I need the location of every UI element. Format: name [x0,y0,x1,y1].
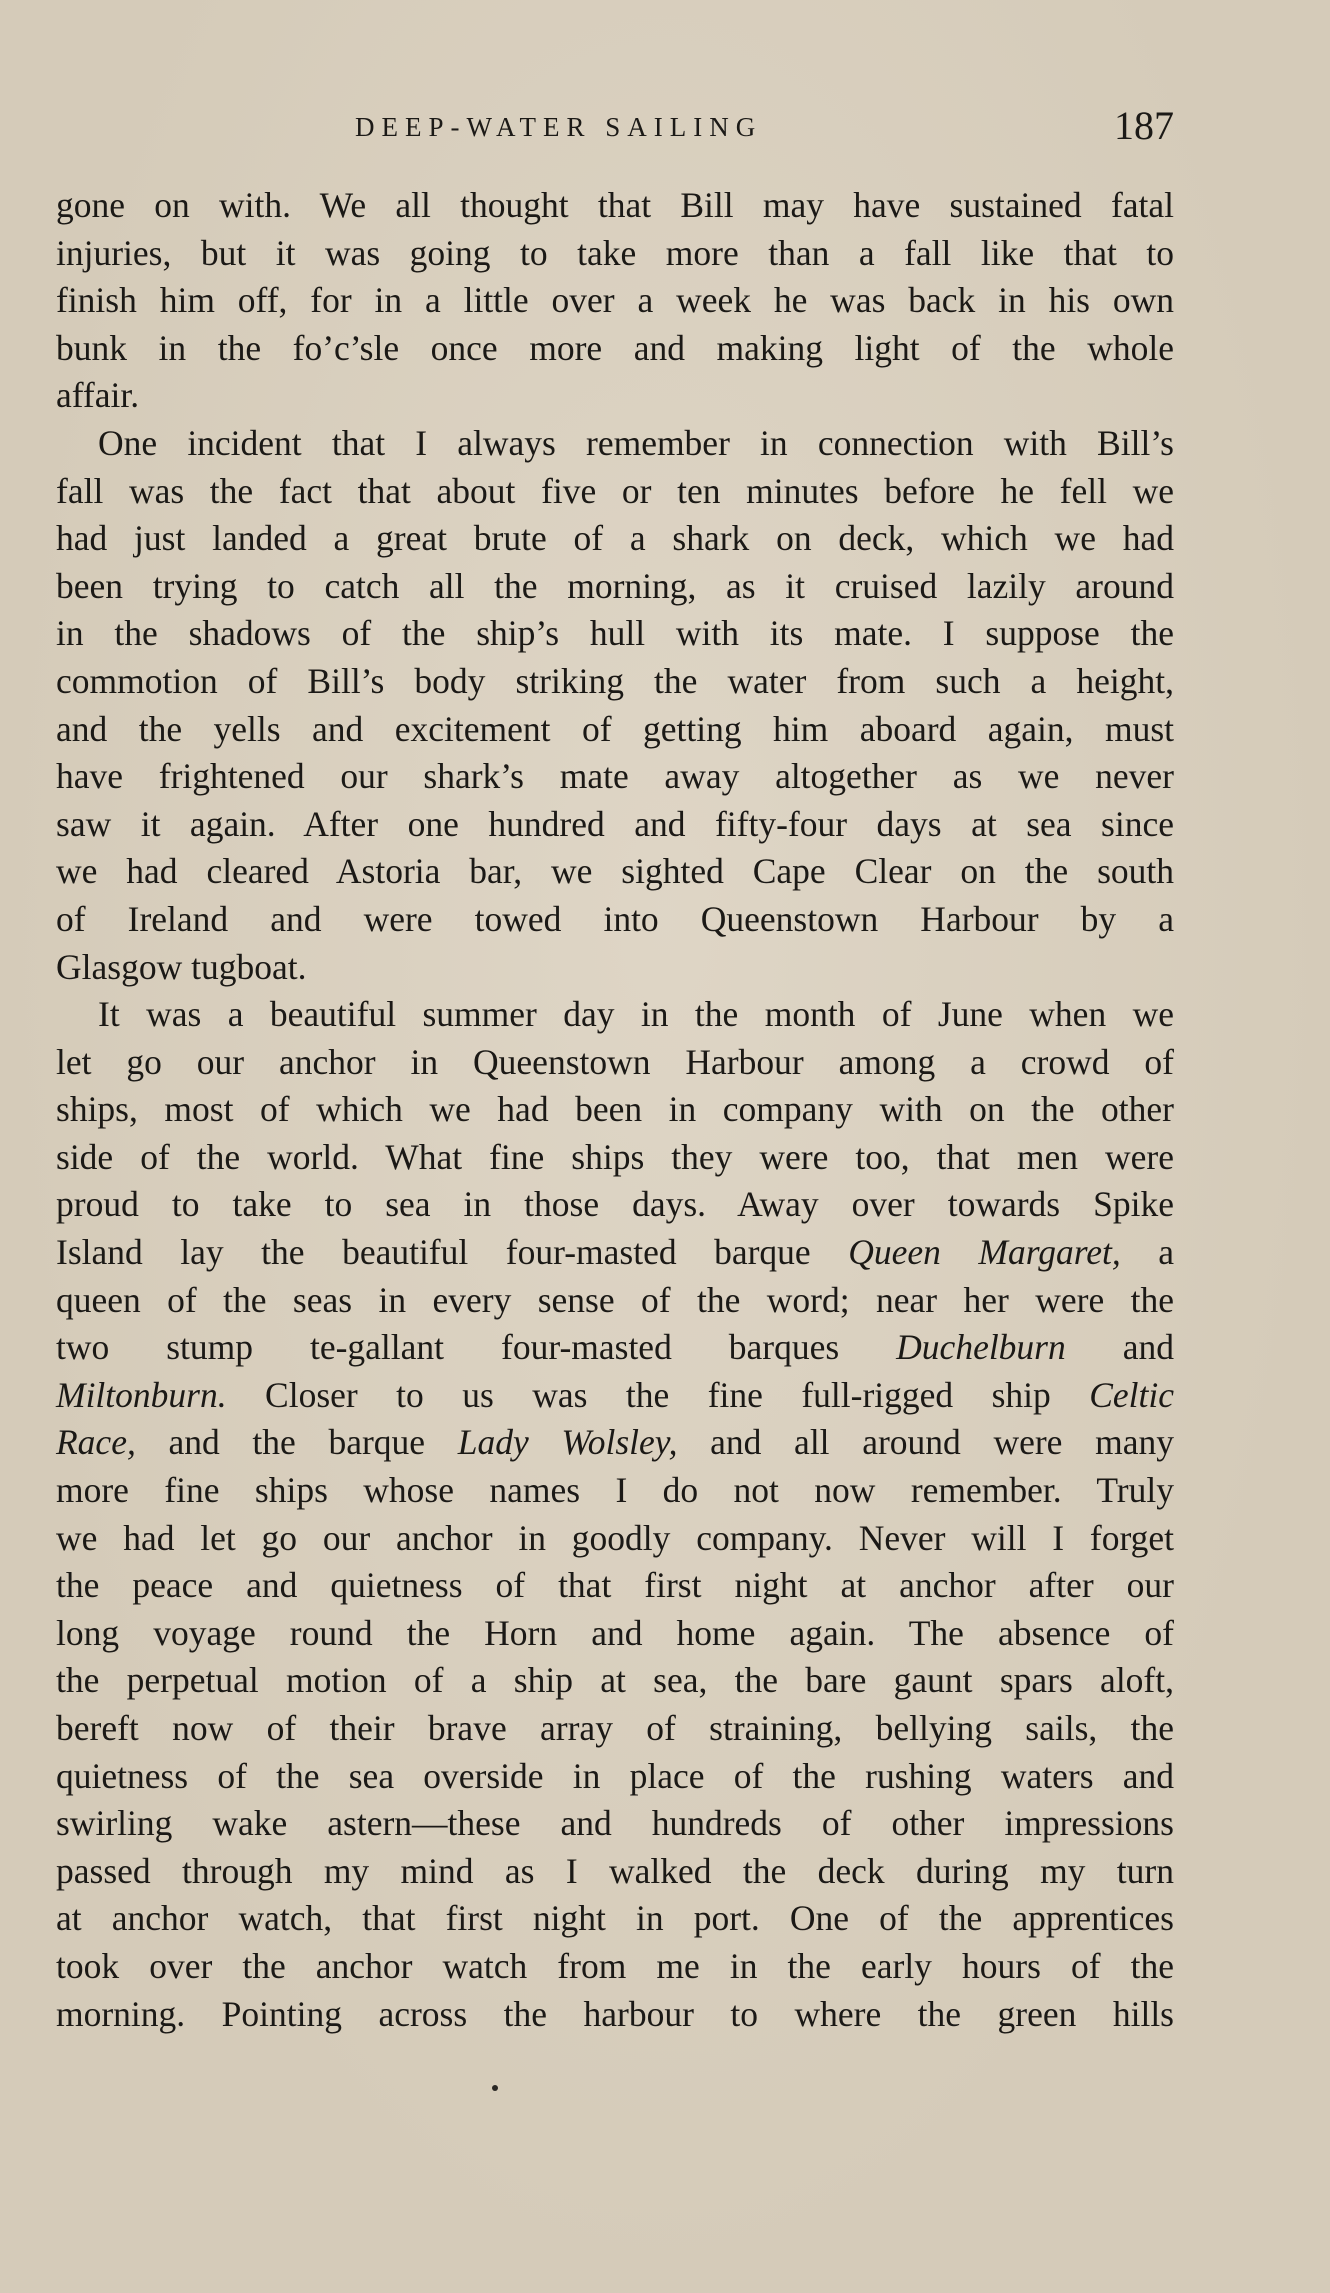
text-line: injuries, but it was going to take more than a fall like that to [56,232,1174,273]
paragraph-start-line: It was a beautiful summer day in the month of June when we [98,994,1174,1035]
text-line: long voyage round the Horn and home again. The absence of [56,1612,1174,1653]
page-number: 187 [1114,103,1174,148]
text-line: had just landed a great brute of a shark on deck, which we had [56,518,1174,559]
text-line: gone on with. We all thought that Bill may have sustained fatal [56,185,1174,225]
text-line: more fine ships whose names I do not now remember. Truly [56,1470,1174,1511]
text-line: have frightened our shark’s mate away altogether as we never [56,756,1174,797]
text-line [56,1419,1174,1467]
text-run: and [1065,1327,1174,1368]
ink-speck [492,2085,498,2091]
text-line [56,1372,1174,1420]
text-line: ships, most of which we had been in company with on the other [56,1089,1174,1130]
text-line: finish him off, for in a little over a week he was back in his own [56,280,1174,321]
text-run: and all around were many [677,1422,1174,1463]
text-run: two stump te-gallant four-masted barques [56,1327,897,1368]
body-text [56,182,1174,2038]
text-line: took over the anchor watch from me in the early hours of the [56,1945,1174,1986]
ship-name: Lady Wolsley, [457,1422,678,1463]
ship-name: Celtic [1089,1374,1174,1415]
text-line: proud to take to sea in those days. Away over towards Spike [56,1184,1174,1225]
text-run: Island lay the beautiful four-masted barque [56,1232,849,1273]
text-line: the peace and quietness of that first night at anchor after our [56,1565,1174,1606]
running-title: DEEP-WATER SAILING [355,112,763,142]
text-line: bunk in the fo’c’sle once more and making light of the whole [56,327,1174,368]
text-line: we had let go our anchor in goodly company. Never will I forget [56,1517,1174,1558]
text-line: passed through my mind as I walked the deck during my turn [56,1850,1174,1891]
text-line: queen of the seas in every sense of the word; near her were the [56,1279,1174,1320]
text-line: quietness of the sea overside in place of the rushing waters and [56,1755,1174,1796]
text-line: we had cleared Astoria bar, we sighted Cape Clear on the south [56,851,1174,892]
ship-name: Miltonburn. [56,1374,227,1415]
ship-name: Queen Margaret, [848,1232,1121,1273]
text-line: been trying to catch all the morning, as it cruised lazily around [56,565,1174,606]
text-run: Closer to us was the fine full-rigged ship [226,1374,1090,1415]
text-line [56,1229,1174,1277]
ship-name: Duchelburn [896,1327,1066,1368]
text-line: commotion of Bill’s body striking the water from such a height, [56,660,1174,701]
text-line [56,1324,1174,1372]
text-line: let go our anchor in Queenstown Harbour among a crowd of [56,1041,1174,1082]
running-head [0,103,1330,158]
text-run: a [1120,1232,1174,1273]
text-line: and the yells and excitement of getting him aboard again, must [56,708,1174,749]
text-run: and the barque [135,1422,458,1463]
ship-name: Race, [56,1422,136,1463]
text-line: affair. [56,375,140,416]
text-line: at anchor watch, that first night in port. One of the apprentices [56,1898,1174,1939]
text-line: of Ireland and were towed into Queenstown Harbour by a [56,898,1174,939]
text-line: fall was the fact that about five or ten minutes before he fell we [56,470,1174,511]
text-line: saw it again. After one hundred and fifty-four days at sea since [56,803,1174,844]
text-line: side of the world. What fine ships they were too, that men were [56,1136,1174,1177]
text-line: morning. Pointing across the harbour to where the green hills [56,1993,1174,2034]
text-line: in the shadows of the ship’s hull with its mate. I suppose the [56,613,1174,654]
paragraph-start-line: One incident that I always remember in connection with Bill’s [98,422,1174,463]
text-line: swirling wake astern—these and hundreds of other impressions [56,1803,1174,1844]
text-line: the perpetual motion of a ship at sea, the bare gaunt spars aloft, [56,1660,1174,1701]
text-line: bereft now of their brave array of straining, bellying sails, the [56,1708,1174,1748]
text-line: Glasgow tugboat. [56,946,307,987]
